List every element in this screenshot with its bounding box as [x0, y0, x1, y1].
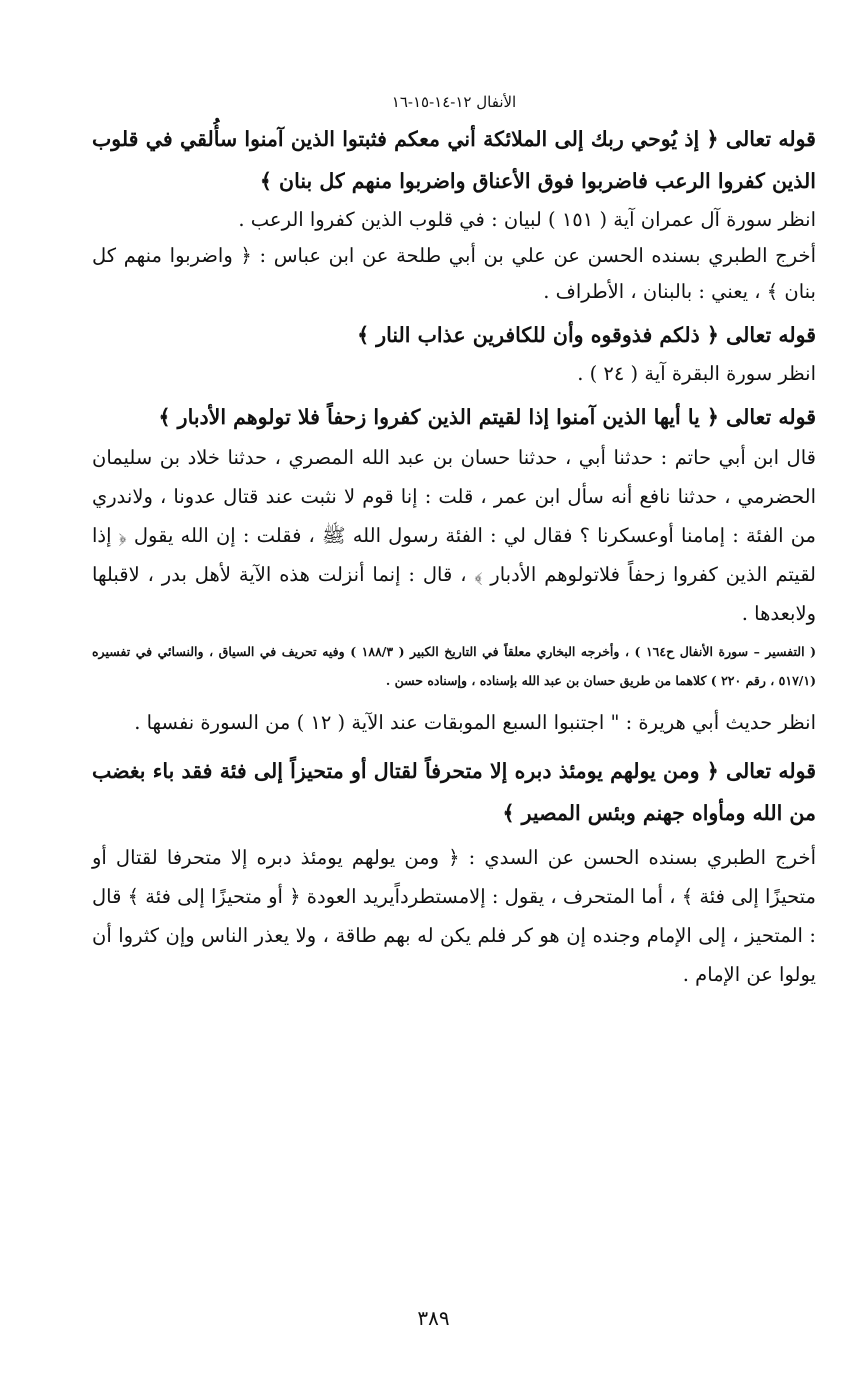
commentary-paragraph-5: انظر حديث أبي هريرة : " اجتنبوا السبع الموبقات عند الآية ( ١٢ ) من السورة نفسها . — [134, 711, 816, 734]
commentary-paragraph-2: أخرج الطبري بسنده الحسن عن علي بن أبي طلحة عن ابن عباس : ﴿ واضربوا منهم كل بنان ﴾ ، يعني : بالبنان ، الأطراف . — [92, 244, 816, 303]
running-header: الأنفال ١٢-١٤-١٥-١٦ — [391, 93, 517, 111]
commentary-paragraph-1: انظر سورة آل عمران آية ( ١٥١ ) لبيان : في قلوب الذين كفروا الرعب . — [238, 208, 816, 231]
page-number: ٣٨٩ — [417, 1306, 450, 1330]
commentary-paragraph-6: أخرج الطبري بسنده الحسن عن السدي : ﴿ ومن يولهم يومئذ دبره إلا متحرفا لقتال أو متحيزًا إلى فئة ﴾ ، أما المتحرف ، يقول : إلامستطرداًيريد العودة ﴿ أو متحيزًا إلى فئة ﴾ قال : المتحيز ، إلى الإمام وجنده إن هو كر فلم يكن له بهم طاقة ، ولا يعذر الناس وإن كثروا أن يولوا عن الإمام . — [92, 846, 816, 986]
verse-heading-4: قوله تعالى ﴿ ومن يولهم يومئذ دبره إلا متحرفاً لقتال أو متحيزاً إلى فئة فقد باء بغضب من الله ومأواه جهنم وبئس المصير ﴾ — [92, 759, 816, 825]
commentary-paragraph-3: انظر سورة البقرة آية ( ٢٤ ) . — [577, 362, 816, 385]
commentary-paragraph-4: قال ابن أبي حاتم : حدثنا أبي ، حدثنا حسان بن عبد الله المصري ، حدثنا خلاد بن سليمان الحضرمي ، حدثنا نافع أنه سأل ابن عمر ، قلت : إنا قوم لا نثبت عند قتال عدونا ، ولاندري من الفئة : إمامنا أوعسكرنا ؟ فقال لي : الفئة رسول الله ﷺ ، فقلت : إن الله يقول ﴿ إذا لقيتم الذين كفروا زحفاً فلاتولوهم الأدبار ﴾ ، قال : إنما أنزلت هذه الآية لأهل بدر ، لاقبلها ولابعدها . — [92, 446, 816, 625]
verse-heading-1: قوله تعالى ﴿ إذ يُوحي ربك إلى الملائكة أني معكم فثبتوا الذين آمنوا سأُلقي في قلوب الذين كفروا الرعب فاضربوا فوق الأعناق واضربوا منهم كل بنان ﴾ — [92, 127, 816, 193]
verse-heading-3: قوله تعالى ﴿ يا أيها الذين آمنوا إذا لقيتم الذين كفروا زحفاً فلا تولوهم الأدبار ﴾ — [158, 405, 816, 429]
verse-heading-2: قوله تعالى ﴿ ذلكم فذوقوه وأن للكافرين عذاب النار ﴾ — [357, 323, 816, 347]
footnote-citation: ( التفسير – سورة الأنفال ح١٦٤ ) ، وأخرجه البخاري معلقاً في التاريخ الكبير ( ١٨٨/٣ ) وفيه تحريف في السياق ، والنسائي في تفسيره (٥١٧/١ ، رقم ٢٢٠ ) كلاهما من طريق حسان بن عبد الله بإسناده ، وإسناده حسن . — [92, 644, 816, 688]
page-content — [92, 92, 816, 994]
